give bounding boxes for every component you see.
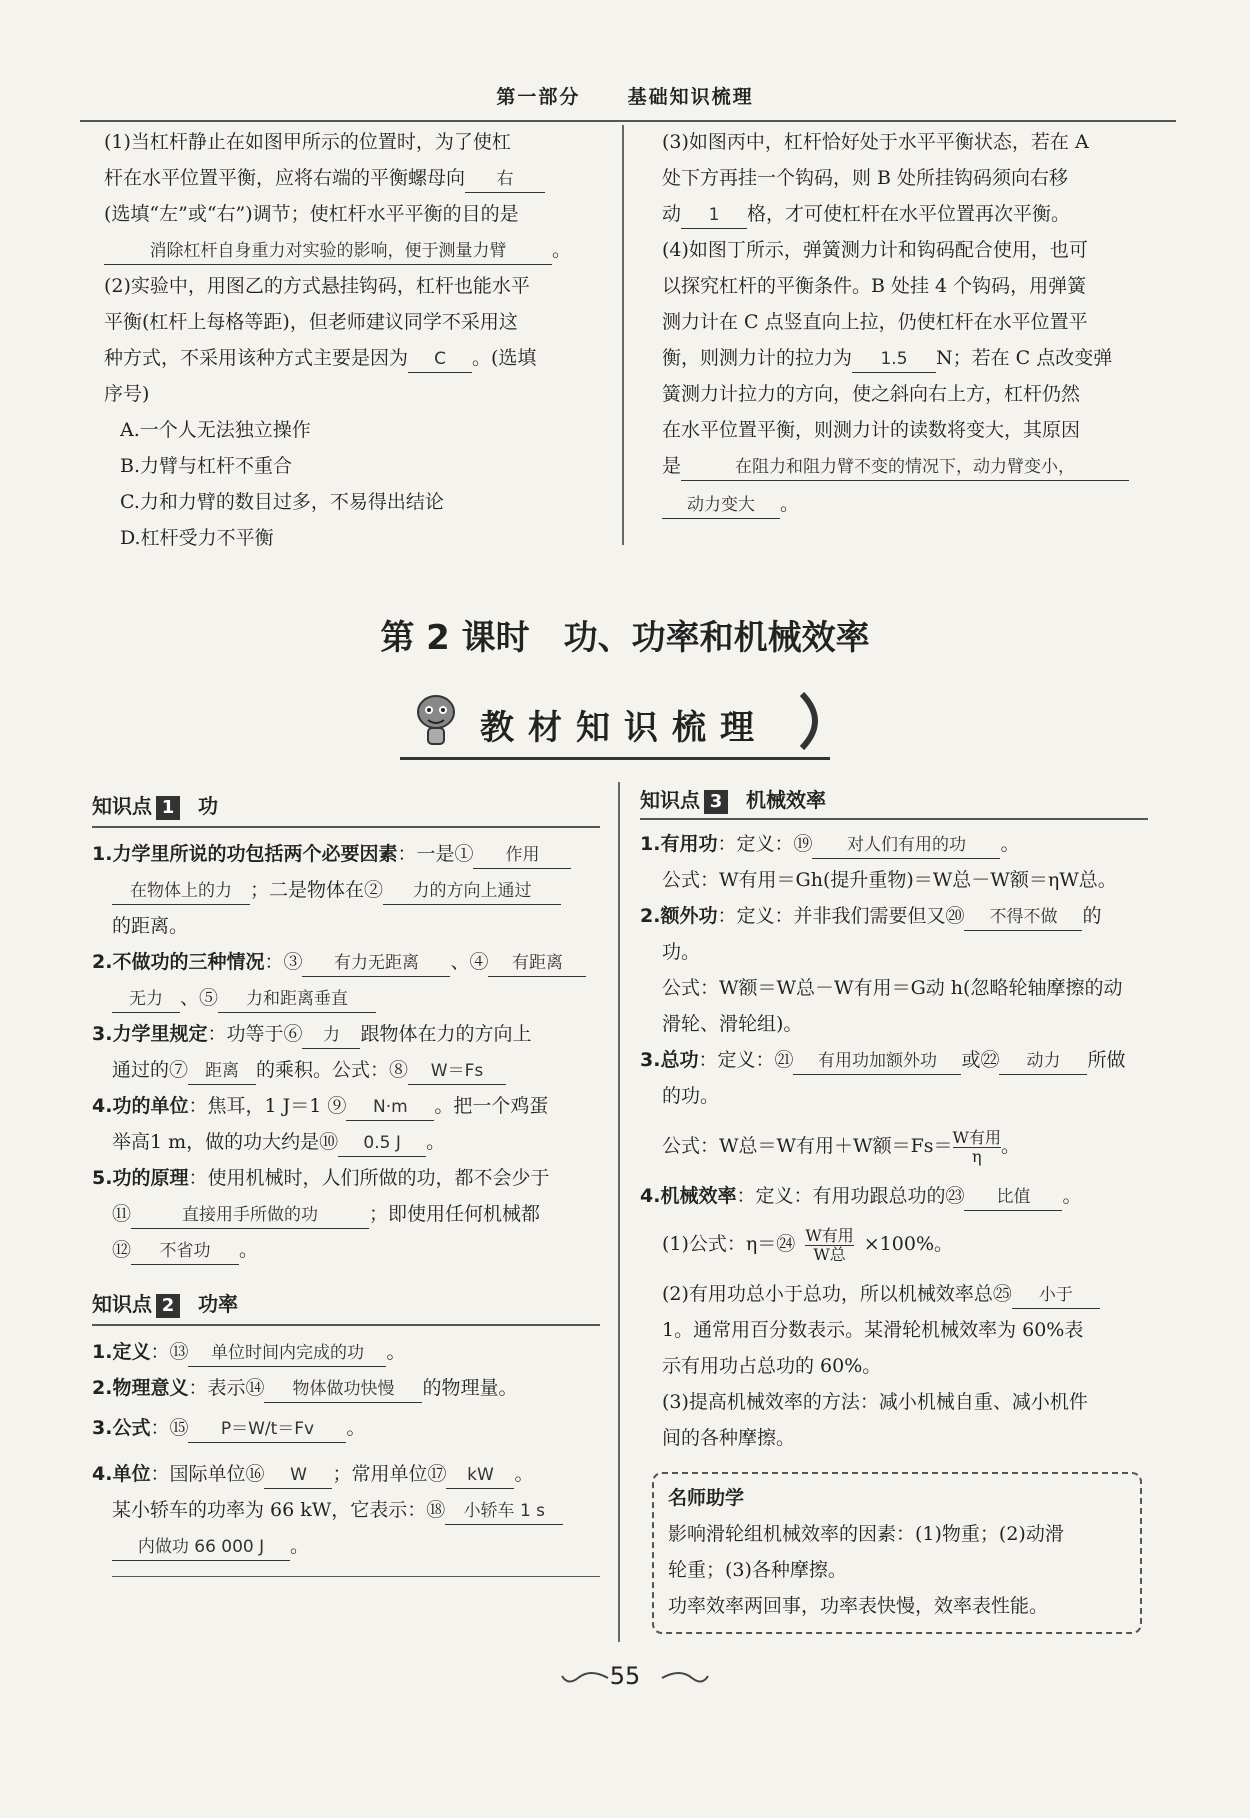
text-line: 测力计在 C 点竖直向上拉，仍使杠杆在水平位置平	[662, 311, 1088, 333]
text-line: 在水平位置平衡，则测力计的读数将变大，其原因	[662, 419, 1081, 441]
text-line: 消除杠杆自身重力对实验的影响，便于测量力臂 。	[104, 236, 571, 265]
answer-blank: 动力	[999, 1048, 1087, 1075]
text-line: 3.力学里规定：功等于⑥ 力 跟物体在力的方向上	[92, 1020, 531, 1049]
answer-blank: 0.5 J	[338, 1130, 426, 1157]
kp-number: 3	[704, 790, 728, 814]
header-rule	[80, 120, 1176, 122]
kp-rule	[640, 818, 1148, 820]
text-line: 滑轮、滑轮组)。	[662, 1013, 803, 1035]
answer-blank: 动力变大	[662, 492, 780, 519]
answer-blank: 物体做功快慢	[264, 1376, 422, 1403]
answer-blank: 力	[302, 1022, 360, 1049]
text-line: (2)有用功总小于总功，所以机械效率总㉕ 小于	[662, 1280, 1100, 1309]
kp-end-rule	[112, 1576, 600, 1577]
answer-blank: 直接用手所做的功	[131, 1202, 369, 1229]
answer-blank: 力和距离垂直	[218, 986, 376, 1013]
text-line: 公式：W总＝W有用＋W额＝Fs＝ $\frac{\text{W有用}}{\eta}$ 。	[662, 1127, 1020, 1166]
text-line: 以探究杠杆的平衡条件。B 处挂 4 个钩码，用弹簧	[662, 275, 1087, 297]
text-line: 的功。	[662, 1085, 720, 1107]
answer-blank: 不省功	[131, 1238, 239, 1265]
answer-blank: 无力	[112, 986, 180, 1013]
text-line: 平衡(杠杆上每格等距)，但老师建议同学不采用这	[104, 311, 518, 333]
text-line: 簧测力计拉力的方向，使之斜向右上方，杠杆仍然	[662, 383, 1081, 405]
text-line: 某小轿车的功率为 66 kW，它表示：⑱ 小轿车 1 s	[112, 1496, 563, 1525]
answer-blank: 对人们有用的功	[812, 832, 1000, 859]
text-line: 序号)	[104, 383, 150, 405]
text-line: 1.力学里所说的功包括两个必要因素：一是① 作用	[92, 840, 571, 869]
kp-heading: 知识点 2 功率	[92, 1292, 238, 1316]
answer-blank: kW	[446, 1462, 514, 1489]
text-line: 1。通常用百分数表示。某滑轮机械效率为 60%表	[662, 1319, 1084, 1341]
answer-blank: 在物体上的力	[112, 878, 250, 905]
header-part: 第一部分	[496, 86, 581, 108]
fraction: $\frac{\text{W有用}}{\text{W总}}$	[805, 1225, 854, 1264]
text-line: (4)如图丁所示，弹簧测力计和钩码配合使用，也可	[662, 239, 1088, 261]
banner-arrow-icon	[800, 692, 830, 754]
answer-blank: 不得不做	[964, 904, 1082, 931]
answer-blank: C	[408, 346, 472, 373]
text-line: ⑫ 不省功 。	[112, 1236, 258, 1265]
answer-blank: N·m	[346, 1094, 434, 1121]
kp-rule	[92, 1324, 600, 1326]
text-line: 种方式，不采用该种方式主要是因为 C 。(选填	[104, 344, 536, 373]
text-line: 3.公式：⑮ P＝W/t＝Fv 。	[92, 1414, 365, 1443]
answer-blank: 比值	[964, 1184, 1062, 1211]
option-a: A.一个人无法独立操作	[120, 419, 311, 441]
text-line: 4.功的单位：焦耳，1 J＝1 ⑨ N·m 。把一个鸡蛋	[92, 1092, 548, 1121]
answer-blank: W	[264, 1462, 332, 1489]
text-line: (3)提高机械效率的方法：减小机械自重、减小机件	[662, 1391, 1088, 1413]
text-line: 衡，则测力计的拉力为 1.5 N；若在 C 点改变弹	[662, 344, 1112, 373]
answer-blank: 有力无距离	[302, 950, 450, 977]
text-line: 1.定义：⑬ 单位时间内完成的功 。	[92, 1338, 405, 1367]
text-line: 3.总功：定义：㉑ 有用功加额外功 或㉒ 动力 所做	[640, 1046, 1126, 1075]
kp-rule	[92, 826, 600, 828]
text-line: 间的各种摩擦。	[662, 1427, 796, 1449]
section-title: 第 2 课时 功、功率和机械效率	[380, 618, 870, 658]
text-line: 通过的⑦ 距离 的乘积。公式：⑧ W＝Fs	[112, 1056, 506, 1085]
answer-blank: 单位时间内完成的功	[188, 1340, 386, 1367]
text-line: (选填“左”或“右”)调节；使杠杆水平平衡的目的是	[104, 203, 519, 225]
text-line: 公式：W有用＝Gh(提升重物)＝W总－W额＝ηW总。	[662, 869, 1117, 891]
text-line: 公式：W额＝W总－W有用＝G动 h(忽略轮轴摩擦的动	[662, 977, 1123, 999]
answer-blank: 小于	[1012, 1282, 1100, 1309]
text-line: 杆在水平位置平衡，应将右端的平衡螺母向 右	[104, 164, 545, 193]
kp-heading: 知识点 3 机械效率	[640, 788, 826, 812]
answer-blank: 内做功 66 000 J	[112, 1534, 290, 1561]
answer-blank: 右	[465, 166, 545, 193]
text-line: 功。	[662, 941, 701, 963]
answer-blank: P＝W/t＝Fv	[188, 1416, 346, 1443]
tip-line: 功率效率两回事，功率表快慢，效率表性能。	[668, 1595, 1049, 1617]
tip-line: 影响滑轮组机械效率的因素：(1)物重；(2)动滑	[668, 1523, 1064, 1545]
text-line: ⑪ 直接用手所做的功 ；即使用任何机械都	[112, 1200, 540, 1229]
text-line: 在物体上的力 ；二是物体在② 力的方向上通过	[112, 876, 561, 905]
banner-title: 教材知识梳理	[480, 708, 768, 748]
text-line: (3)如图丙中，杠杆恰好处于水平平衡状态，若在 A	[662, 131, 1089, 153]
running-header	[0, 82, 1250, 109]
answer-blank: 有用功加额外功	[793, 1048, 961, 1075]
answer-blank: 1.5	[852, 346, 936, 373]
answer-blank: 作用	[473, 842, 571, 869]
text-line: 举高1 m，做的功大约是⑩ 0.5 J 。	[112, 1128, 445, 1157]
column-divider-top	[622, 125, 624, 545]
text-line: (1)当杠杆静止在如图甲所示的位置时，为了使杠	[104, 131, 511, 153]
kp-number: 2	[156, 1294, 180, 1318]
fraction: $\frac{\text{W有用}}{\eta}$	[952, 1127, 1001, 1166]
answer-blank: 有距离	[488, 950, 586, 977]
answer-blank: 距离	[188, 1058, 256, 1085]
answer-blank: 小轿车 1 s	[445, 1498, 563, 1525]
text-line: 示有用功占总功的 60%。	[662, 1355, 882, 1377]
text-line: 2.不做功的三种情况：③ 有力无距离 、④ 有距离	[92, 948, 586, 977]
text-line: 4.单位：国际单位⑯ W ；常用单位⑰ kW 。	[92, 1460, 534, 1489]
option-b: B.力臂与杠杆不重合	[120, 455, 293, 477]
page-number: 55	[609, 1662, 641, 1690]
column-divider-bottom	[618, 782, 620, 1642]
option-d: D.杠杆受力不平衡	[120, 527, 274, 549]
text-line: 内做功 66 000 J 。	[112, 1532, 309, 1561]
text-line: 5.功的原理：使用机械时，人们所做的功，都不会少于	[92, 1167, 550, 1189]
answer-blank: 消除杠杆自身重力对实验的影响，便于测量力臂	[104, 238, 552, 265]
mascot-icon	[408, 690, 464, 754]
text-line: 动力变大 。	[662, 490, 799, 519]
tip-title: 名师助学	[668, 1487, 745, 1509]
tip-line: 轮重；(3)各种摩擦。	[668, 1559, 847, 1581]
kp-heading: 知识点 1 功	[92, 794, 218, 818]
text-line: 2.物理意义：表示⑭ 物体做功快慢 的物理量。	[92, 1374, 517, 1403]
text-line: 动 1 格，才可使杠杆在水平位置再次平衡。	[662, 200, 1070, 229]
text-line: 1.有用功：定义：⑲ 对人们有用的功 。	[640, 830, 1019, 859]
answer-blank: 力的方向上通过	[383, 878, 561, 905]
text-line: (1)公式：η＝㉔ $\frac{\text{W有用}}{\text{W总}}$ ×100%。	[662, 1225, 954, 1264]
text-line: 是 在阻力和阻力臂不变的情况下，动力臂变小，	[662, 452, 1129, 481]
text-line: 无力 、⑤ 力和距离垂直	[112, 984, 376, 1013]
answer-blank: 在阻力和阻力臂不变的情况下，动力臂变小，	[681, 454, 1129, 481]
text-line: 的距离。	[112, 915, 189, 937]
text-line: 2.额外功：定义：并非我们需要但又⑳ 不得不做 的	[640, 902, 1101, 931]
text-line: (2)实验中，用图乙的方式悬挂钩码，杠杆也能水平	[104, 275, 530, 297]
kp-number: 1	[156, 796, 180, 820]
text-line: 4.机械效率：定义：有用功跟总功的㉓ 比值 。	[640, 1182, 1081, 1211]
option-c: C.力和力臂的数目过多，不易得出结论	[120, 491, 444, 513]
header-title: 基础知识梳理	[627, 86, 754, 108]
text-line: 处下方再挂一个钩码，则 B 处所挂钩码须向右移	[662, 167, 1069, 189]
answer-blank: 1	[681, 202, 747, 229]
answer-blank: W＝Fs	[408, 1058, 506, 1085]
ornament-right-icon	[660, 1666, 710, 1694]
